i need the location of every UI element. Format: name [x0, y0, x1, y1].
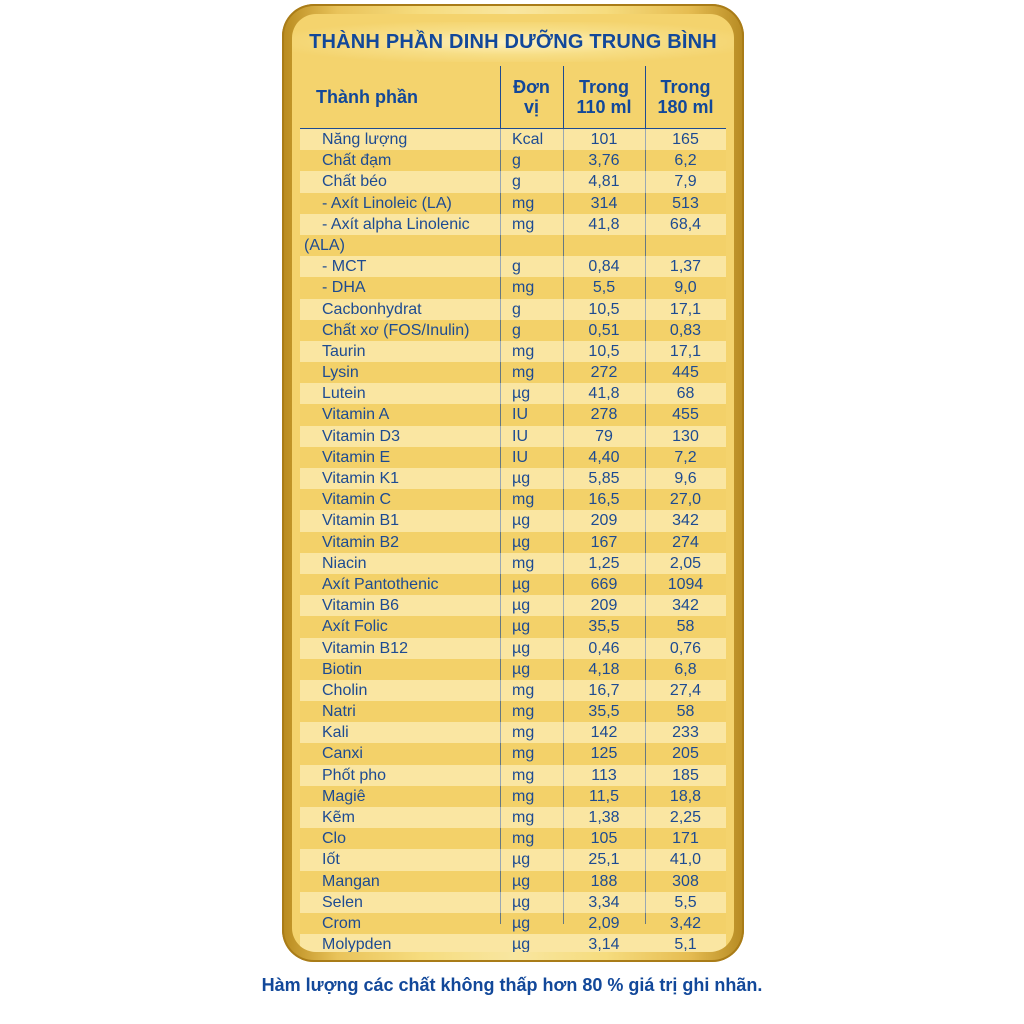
row-value-110ml: 41,8 [588, 215, 620, 233]
row-value-110ml: 5,85 [588, 470, 620, 487]
row-unit: µg [512, 639, 531, 657]
row-value-110ml: 11,5 [589, 787, 619, 805]
row-name: - DHA [322, 279, 366, 297]
table-row [300, 871, 726, 892]
row-value-180ml: 58 [676, 618, 695, 636]
row-unit: Kcal [512, 131, 544, 148]
row-value-110ml: 0,84 [588, 258, 620, 276]
row-unit: IU [512, 406, 528, 424]
row-unit: µg [512, 533, 531, 551]
row-name: Mangan [322, 872, 380, 890]
row-name: Iốt [322, 851, 340, 869]
table-row [300, 150, 726, 171]
row-value-110ml: 10,5 [588, 342, 620, 360]
row-value-180ml: 0,76 [669, 639, 702, 657]
row-name: Natri [322, 703, 356, 721]
row-value-180ml: 0,83 [669, 321, 702, 339]
header-unit-line1: Đơn [513, 77, 550, 97]
row-unit: mg [512, 364, 535, 382]
row-unit: g [512, 173, 521, 191]
row-value-110ml: 167 [590, 533, 618, 551]
row-value-180ml: 68,4 [669, 215, 702, 233]
row-value-180ml: 3,42 [669, 914, 702, 932]
header-unit [500, 66, 563, 128]
row-name: Lutein [322, 385, 366, 403]
row-value-180ml: 513 [672, 194, 699, 212]
row-name: Vitamin A [322, 406, 390, 424]
table-row [300, 235, 726, 256]
header-180ml-line2: 180 ml [657, 97, 714, 117]
table-row [300, 743, 726, 764]
row-name: Kali [322, 724, 349, 742]
row-name: Chất xơ (FOS/Inulin) [322, 321, 470, 339]
row-name: Axít Pantothenic [322, 575, 439, 593]
table-row [300, 362, 726, 383]
row-name: Vitamin B2 [322, 533, 400, 551]
row-name: Vitamin B6 [322, 597, 400, 615]
nutrition-panel [282, 4, 744, 962]
row-value-180ml: 6,8 [674, 660, 697, 678]
table-row [300, 659, 726, 680]
row-name: Vitamin B1 [322, 512, 400, 530]
row-value-110ml: 16,5 [588, 491, 620, 509]
nutrition-table [300, 66, 726, 952]
header-110ml-line2: 110 ml [576, 97, 632, 117]
table-row [300, 701, 726, 722]
table-row [300, 468, 726, 489]
row-value-110ml: 3,76 [588, 152, 620, 170]
row-unit: mg [512, 194, 535, 212]
row-value-180ml: 1,37 [669, 258, 702, 276]
row-name: Clo [322, 830, 347, 848]
row-value-180ml: 342 [672, 597, 699, 615]
row-unit: µg [512, 512, 531, 530]
table-row [300, 193, 726, 214]
row-value-180ml: 68 [676, 385, 695, 403]
row-unit: mg [512, 703, 535, 721]
table-row [300, 129, 726, 150]
row-name: Cholin [322, 681, 368, 699]
row-name: Chất đạm [322, 152, 392, 170]
table-row [300, 383, 726, 404]
row-unit: mg [512, 491, 535, 509]
table-row [300, 489, 726, 510]
table-row [300, 849, 726, 870]
row-name: Vitamin D3 [322, 427, 400, 445]
row-name: Vitamin K1 [322, 470, 400, 487]
row-unit: µg [512, 470, 531, 487]
row-unit: µg [512, 597, 531, 615]
row-unit: g [512, 300, 521, 318]
row-value-180ml: 165 [672, 131, 699, 148]
row-name: Molypden [322, 936, 392, 952]
row-name: - Axít Linoleic (LA) [322, 194, 452, 212]
header-110ml-line1: Trong [578, 77, 629, 97]
row-value-110ml: 272 [590, 364, 618, 382]
row-value-110ml: 3,14 [588, 936, 620, 952]
row-name: Vitamin B12 [322, 639, 408, 657]
row-name: - MCT [322, 258, 367, 276]
row-name: Crom [322, 914, 362, 932]
row-value-180ml: 17,1 [669, 300, 702, 318]
row-unit: µg [512, 385, 531, 403]
row-value-180ml: 185 [672, 766, 699, 784]
table-row [300, 320, 726, 341]
row-value-180ml: 274 [672, 533, 699, 551]
table-row [300, 426, 726, 447]
row-value-110ml: 35,5 [588, 618, 620, 636]
row-unit: µg [512, 936, 531, 952]
row-value-180ml: 27,0 [669, 491, 702, 509]
table-row [300, 934, 726, 952]
table-row [300, 680, 726, 701]
nutrition-panel-inner [292, 14, 734, 952]
row-value-110ml: 209 [590, 512, 618, 530]
row-unit: µg [512, 660, 531, 678]
row-value-110ml: 1,38 [588, 809, 620, 826]
row-value-180ml: 9,0 [674, 279, 697, 297]
table-row [300, 807, 726, 828]
row-value-180ml: 17,1 [669, 342, 702, 360]
table-row [300, 913, 726, 934]
row-unit: µg [512, 872, 531, 890]
row-value-180ml: 171 [672, 830, 699, 848]
row-value-180ml: 41,0 [669, 851, 702, 869]
row-unit: IU [512, 448, 528, 466]
row-value-180ml: 2,25 [669, 809, 702, 826]
row-name: Lysin [322, 364, 359, 382]
row-value-180ml: 2,05 [669, 554, 702, 572]
row-unit: mg [512, 554, 535, 572]
row-unit: µg [512, 618, 531, 636]
table-row [300, 574, 726, 595]
row-value-180ml: 308 [672, 872, 699, 890]
row-unit: mg [512, 809, 535, 826]
panel-title: THÀNH PHẦN DINH DƯỠNG TRUNG BÌNH [292, 22, 734, 62]
row-value-110ml: 4,81 [588, 173, 620, 191]
header-unit-line2: vị [523, 97, 539, 117]
table-body [300, 129, 726, 952]
row-value-180ml: 27,4 [669, 681, 702, 699]
row-value-110ml: 209 [590, 597, 618, 615]
row-value-180ml: 5,5 [674, 893, 697, 911]
header-110ml [563, 66, 645, 128]
row-name: Axít Folic [322, 618, 388, 636]
row-value-110ml: 125 [590, 745, 618, 763]
header-180ml-line1: Trong [660, 77, 711, 97]
row-unit: g [512, 258, 521, 276]
row-value-180ml: 1094 [667, 575, 704, 593]
row-unit: mg [512, 342, 535, 360]
table-row [300, 638, 726, 659]
row-unit: µg [512, 851, 531, 869]
row-unit: g [512, 321, 521, 339]
row-value-110ml: 142 [590, 724, 618, 742]
row-value-180ml: 58 [676, 703, 695, 721]
row-value-180ml: 7,9 [674, 173, 697, 191]
table-row [300, 404, 726, 425]
row-name: Kẽm [322, 809, 355, 826]
table-row [300, 722, 726, 743]
table-row [300, 786, 726, 807]
row-name: Niacin [322, 554, 367, 572]
row-name: - Axít alpha Linolenic [322, 215, 470, 233]
row-unit: mg [512, 215, 535, 233]
row-value-180ml: 18,8 [669, 787, 702, 805]
table-row [300, 341, 726, 362]
row-value-180ml: 9,6 [674, 470, 697, 487]
row-value-110ml: 4,18 [588, 660, 620, 678]
row-unit: mg [512, 787, 535, 805]
header-180ml [645, 66, 726, 128]
table-row [300, 277, 726, 298]
row-name: Biotin [322, 660, 363, 678]
table-row [300, 532, 726, 553]
row-value-110ml: 105 [590, 830, 618, 848]
row-value-110ml: 25,1 [588, 851, 620, 869]
row-value-110ml: 669 [590, 575, 618, 593]
table-header [300, 66, 726, 129]
row-unit: mg [512, 279, 535, 297]
row-name: Selen [322, 893, 363, 911]
row-value-110ml: 5,5 [592, 279, 616, 297]
row-unit: µg [512, 575, 531, 593]
row-value-180ml: 455 [672, 406, 699, 424]
row-value-110ml: 3,34 [588, 893, 620, 911]
row-value-180ml: 205 [672, 745, 699, 763]
table-row [300, 765, 726, 786]
row-value-110ml: 16,7 [588, 681, 620, 699]
row-unit: mg [512, 830, 535, 848]
row-unit: mg [512, 724, 535, 742]
table-row [300, 299, 726, 320]
table-row [300, 447, 726, 468]
row-unit: mg [512, 745, 535, 763]
row-unit: µg [512, 893, 531, 911]
row-name: Magiê [322, 787, 366, 805]
row-value-110ml: 113 [591, 766, 617, 784]
row-name: Canxi [322, 745, 363, 763]
row-unit: IU [512, 427, 528, 445]
table-row [300, 171, 726, 192]
row-name: Chất béo [322, 173, 387, 191]
row-name: (ALA) [304, 236, 345, 254]
table-row [300, 828, 726, 849]
row-value-180ml: 6,2 [674, 152, 697, 170]
table-row [300, 553, 726, 574]
row-value-110ml: 2,09 [588, 914, 620, 932]
row-value-110ml: 0,51 [588, 321, 620, 339]
row-name: Phốt pho [322, 766, 387, 784]
row-value-180ml: 130 [672, 427, 699, 445]
row-value-110ml: 4,40 [588, 448, 620, 466]
row-value-110ml: 188 [590, 872, 618, 890]
row-name: Vitamin C [322, 491, 392, 509]
row-value-110ml: 1,25 [588, 554, 620, 572]
row-value-180ml: 7,2 [674, 448, 697, 466]
row-name: Vitamin E [322, 448, 391, 466]
row-value-110ml: 0,46 [588, 639, 620, 657]
row-value-110ml: 35,5 [588, 703, 620, 721]
table-row [300, 892, 726, 913]
row-value-110ml: 314 [590, 194, 618, 212]
row-value-110ml: 10,5 [588, 300, 620, 318]
row-value-180ml: 233 [672, 724, 699, 742]
row-unit: mg [512, 681, 535, 699]
table-row [300, 256, 726, 277]
table-row [300, 214, 726, 235]
row-unit: µg [512, 914, 531, 932]
table-row [300, 595, 726, 616]
row-value-180ml: 445 [672, 364, 699, 382]
row-value-180ml: 5,1 [674, 936, 697, 952]
row-value-110ml: 79 [595, 427, 613, 445]
row-name: Năng lượng [322, 131, 408, 148]
row-value-180ml: 342 [672, 512, 699, 530]
footnote: Hàm lượng các chất không thấp hơn 80 % giá trị ghi nhãn. [261, 975, 763, 995]
row-unit: mg [512, 766, 535, 784]
row-name: Taurin [322, 342, 366, 360]
row-value-110ml: 101 [590, 131, 618, 148]
table-row [300, 510, 726, 531]
table-row [300, 616, 726, 637]
row-value-110ml: 41,8 [588, 385, 620, 403]
header-ingredient: Thành phần [316, 87, 418, 107]
row-unit: g [512, 152, 521, 170]
row-value-110ml: 278 [590, 406, 618, 424]
row-name: Cacbonhydrat [322, 300, 422, 318]
